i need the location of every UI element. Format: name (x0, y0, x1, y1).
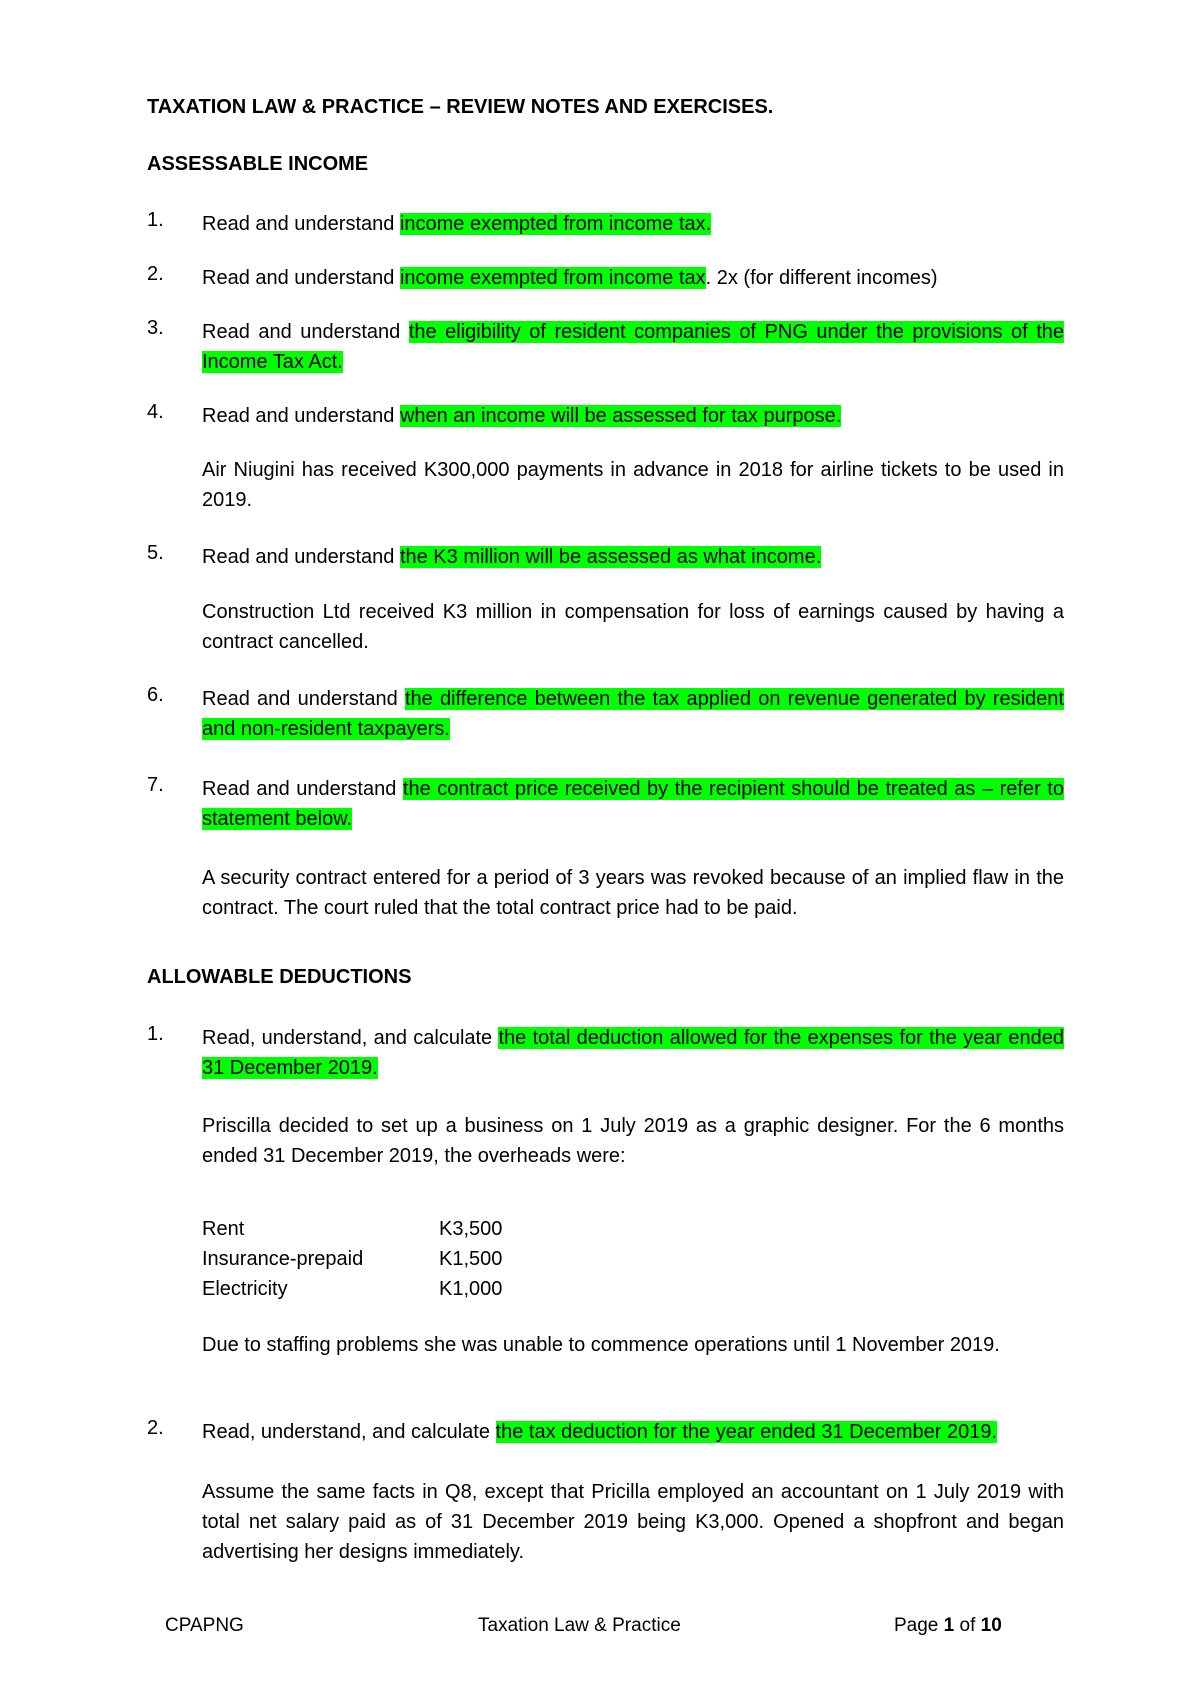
item-number: 4. (147, 401, 164, 423)
list-item (202, 263, 1064, 293)
overheads-table (202, 1218, 502, 1308)
page-current: 1 (943, 1615, 955, 1636)
overhead-amount: K3,500 (439, 1218, 503, 1240)
item-tail: . 2x (for different incomes) (705, 267, 938, 289)
item-lead: Read and understand (202, 321, 409, 343)
table-row (202, 1248, 502, 1278)
item-number: 2. (147, 1417, 164, 1439)
item-lead: Read, understand, and calculate (202, 1421, 496, 1443)
item-lead: Read and understand (202, 213, 400, 235)
highlighted-text: income exempted from income tax. (399, 213, 712, 235)
item-lead: Read, understand, and calculate (202, 1027, 499, 1049)
item-number: 2. (147, 263, 164, 285)
overhead-label: Rent (202, 1218, 245, 1240)
footer-center: Taxation Law & Practice (478, 1615, 681, 1636)
highlighted-text: income exempted from income tax (399, 267, 706, 289)
list-item (202, 317, 1064, 377)
scenario-paragraph: Assume the same facts in Q8, except that Pricilla employed an accountant on 1 July 2019 with total net salary paid as of 31 December 2019 being K3,000. Opened a shopfront and began advertising her designs immediately. (202, 1481, 1064, 1563)
overhead-amount: K1,000 (439, 1278, 503, 1300)
highlighted-text: the eligibility of resident companies of PNG under the provisions of the Income Tax Act. (202, 321, 1064, 373)
scenario-paragraph: Construction Ltd received K3 million in compensation for loss of earnings caused by having a contract cancelled. (202, 601, 1064, 653)
list-item (202, 401, 1064, 431)
item-number: 3. (147, 317, 164, 339)
document-title: TAXATION LAW & PRACTICE – REVIEW NOTES AND EXERCISES. (147, 96, 774, 118)
table-row (202, 1218, 502, 1248)
highlighted-text: the difference between the tax applied on revenue generated by resident and non-resident taxpayers. (202, 688, 1064, 740)
section-heading-allowable-deductions: ALLOWABLE DEDUCTIONS (147, 966, 412, 988)
footer-page-number (894, 1615, 1002, 1637)
page-prefix: Page (894, 1615, 944, 1636)
overhead-label: Insurance-prepaid (202, 1248, 364, 1270)
item-number: 5. (147, 542, 164, 564)
list-item (202, 209, 1064, 239)
item-lead: Read and understand (202, 405, 400, 427)
section-heading-assessable-income: ASSESSABLE INCOME (147, 153, 369, 175)
overhead-amount: K1,500 (439, 1248, 503, 1270)
highlighted-text: the total deduction allowed for the expenses for the year ended 31 December 2019. (202, 1027, 1064, 1079)
list-item (202, 1417, 1064, 1447)
scenario-paragraph: Priscilla decided to set up a business on 1 July 2019 as a graphic designer. For the 6 months ended 31 December 2019, the overheads were: (202, 1115, 1064, 1167)
list-item (202, 1023, 1064, 1083)
scenario-paragraph: Due to staffing problems she was unable to commence operations until 1 November 2019. (202, 1334, 1000, 1356)
list-item (202, 542, 1064, 572)
item-lead: Read and understand (202, 778, 403, 800)
list-item (202, 774, 1064, 834)
footer-left: CPAPNG (165, 1615, 244, 1636)
item-lead: Read and understand (202, 546, 400, 568)
item-number: 1. (147, 209, 164, 231)
item-lead: Read and understand (202, 688, 405, 710)
scenario-paragraph: Air Niugini has received K300,000 payments in advance in 2018 for airline tickets to be used in 2019. (202, 459, 1064, 511)
scenario-paragraph: A security contract entered for a period of 3 years was revoked because of an implied flaw in the contract. The court ruled that the total contract price had to be paid. (202, 867, 1064, 919)
list-item (202, 684, 1064, 744)
item-number: 6. (147, 684, 164, 706)
highlighted-text: the K3 million will be assessed as what income. (399, 546, 822, 568)
overhead-label: Electricity (202, 1278, 288, 1300)
highlighted-text: the tax deduction for the year ended 31 December 2019. (495, 1421, 997, 1443)
highlighted-text: when an income will be assessed for tax purpose. (399, 405, 842, 427)
item-lead: Read and understand (202, 267, 400, 289)
page-of: of (954, 1615, 981, 1636)
highlighted-text: the contract price received by the recipient should be treated as – refer to statement below. (202, 778, 1064, 830)
table-row (202, 1278, 502, 1308)
item-number: 7. (147, 774, 164, 796)
item-number: 1. (147, 1023, 164, 1045)
page-total: 10 (980, 1615, 1002, 1636)
